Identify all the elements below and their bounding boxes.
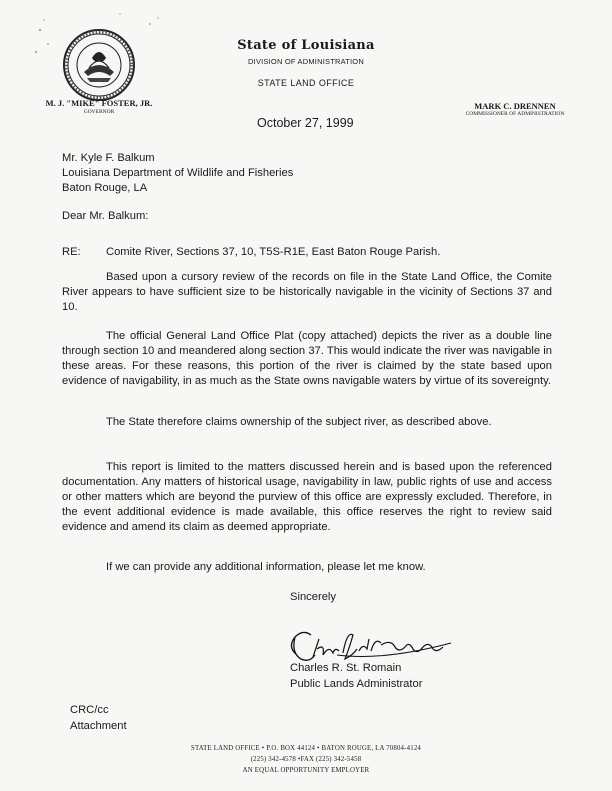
closing: Sincerely [290,591,337,603]
subject-line [62,245,440,260]
office-name: STATE LAND OFFICE [257,78,355,88]
signer-title: Public Lands Administrator [290,678,423,690]
body-paragraph: This report is limited to the matters discussed herein and is based upon the referenced documentation. Any matters of historical usage, navigability in law, public rights of use and access or other matters which are beyond the purview of this office are expressly excluded. Therefore, in the event additional evidence is made available, this office reserves the right to review said evidence and amend its claim as deemed appropriate. [62,461,552,533]
footer-address: STATE LAND OFFICE • P.O. BOX 44124 • BATON ROUGE, LA 70804-4124 [190,745,422,752]
addressee-city: Baton Rouge, LA [62,182,148,194]
governor-name: M. J. "MIKE" FOSTER, JR. [45,98,153,108]
footer-phone: (225) 342-4578 •FAX (225) 342-5458 [250,756,362,763]
subject-label: RE: [62,246,81,258]
enclosure-note: Attachment [70,720,127,732]
state-name-heading: State of Louisiana [237,38,375,53]
division-name: DIVISION OF ADMINISTRATION [248,57,364,66]
footer-eeo-statement: AN EQUAL OPPORTUNITY EMPLOYER [242,767,370,774]
reference-initials: CRC/cc [70,704,109,716]
body-paragraph: The State therefore claims ownership of the subject river, as described above. [106,416,492,428]
body-paragraph: If we can provide any additional information, please let me know. [106,561,426,573]
governor-title: GOVERNOR [83,109,115,115]
signer-name: Charles R. St. Romain [290,662,402,674]
addressee-organization: Louisiana Department of Wildlife and Fisheries [62,167,294,179]
commissioner-name: MARK C. DRENNEN [474,101,556,111]
body-paragraph: The official General Land Office Plat (copy attached) depicts the river as a double line through section 10 and meandered along section 37. This would indicate the river was navigable in these areas. For these reasons, this portion of the river is claimed by the state based upon evidence of navigability, in as much as the State owns navigable waters by virtue of its sovereignty. [62,330,552,387]
commissioner-title: COMMISSIONER OF ADMINISTRATION [465,111,565,117]
salutation: Dear Mr. Balkum: [62,210,149,222]
letter-date: October 27, 1999 [257,116,354,130]
addressee-name: Mr. Kyle F. Balkum [62,152,155,164]
subject-text: Comite River, Sections 37, 10, T5S-R1E, East Baton Rouge Parish. [106,246,441,258]
addressee-block [62,151,293,196]
body-paragraph: Based upon a cursory review of the records on file in the State Land Office, the Comite River appears to have sufficient size to be historically navigable in the vicinity of Sections 37 and 10. [62,271,552,313]
